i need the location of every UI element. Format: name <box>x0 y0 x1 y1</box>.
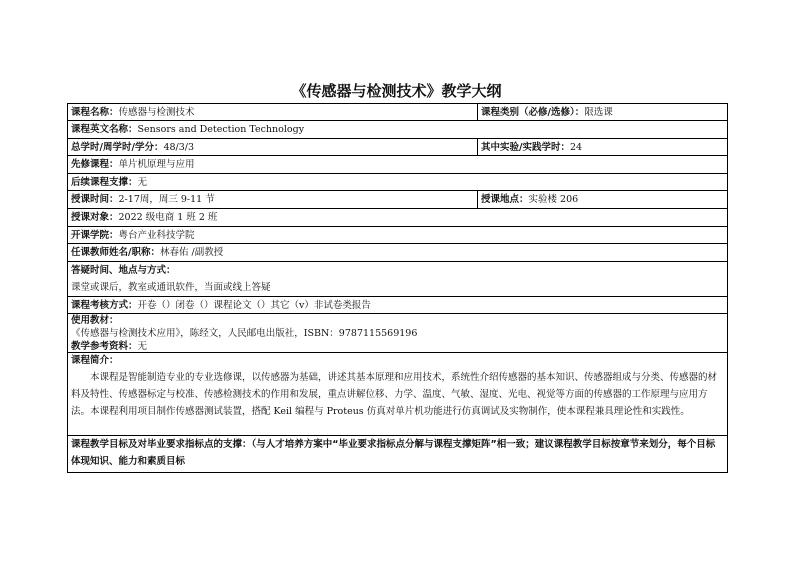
label: 开课学院： <box>71 230 119 241</box>
label: 课程简介： <box>71 355 119 366</box>
label: 后续课程支撑： <box>71 177 138 188</box>
value: 粤台产业科技学院 <box>118 230 195 241</box>
label: 其中实验/实践学时： <box>481 142 570 153</box>
value: 限选课 <box>584 107 613 118</box>
value: 林春佑 /副教授 <box>159 247 224 258</box>
row-course-name <box>68 104 727 121</box>
label: 总学时/周学时/学分： <box>71 142 164 153</box>
label: 课程英文名称： <box>71 124 138 135</box>
label: 教学参考资料： <box>71 341 138 352</box>
row-english-name <box>68 121 727 139</box>
row-prereq <box>68 156 727 174</box>
row-hours <box>68 139 727 156</box>
value: 24 <box>569 142 583 153</box>
value: 《传感器与检测技术应用》，陈经文，人民邮电出版社，ISBN：9787115569196 <box>71 328 418 339</box>
row-textbook <box>68 314 727 353</box>
page-title: 《传感器与检测技术》教学大纲 <box>291 82 502 100</box>
value: 传感器与检测技术 <box>118 107 195 118</box>
value: 48/3/3 <box>163 142 195 153</box>
value: 课堂或课后，教室或通讯软件，当面或线上答疑 <box>71 282 271 293</box>
label: 使用教材： <box>71 315 119 326</box>
label: 答疑时间、地点与方式： <box>71 265 176 276</box>
value: Sensors and Detection Technology <box>137 124 305 135</box>
row-assessment <box>68 297 727 314</box>
row-followup <box>68 174 727 191</box>
label: 任课教师姓名/职称： <box>71 247 160 258</box>
row-target <box>68 209 727 227</box>
row-intro <box>68 353 727 436</box>
label: 授课对象： <box>71 212 119 223</box>
label: 授课地点： <box>481 194 529 205</box>
label: 课程教学目标及对毕业要求指标点的支撑：（与人才培养方案中“毕业要求指标点分解与课程支撑矩阵”相一致；建议课程教学目标按章节来划分，每个目标体现知识、能力和素质目标 <box>71 439 716 467</box>
value: 无 <box>137 177 148 188</box>
row-time <box>68 191 727 209</box>
row-objectives <box>68 436 727 472</box>
value: 无 <box>137 341 148 352</box>
label: 课程类别（必修/选修）： <box>481 107 585 118</box>
value: 2-17周，周三 9-11 节 <box>118 194 215 205</box>
value: 开卷（）闭卷（）课程论文（）其它（v）非试卷类报告 <box>137 300 371 311</box>
value: 单片机原理与应用 <box>118 159 195 170</box>
row-qa <box>68 262 727 297</box>
label: 课程考核方式： <box>71 300 138 311</box>
value: 本课程是智能制造专业的专业选修课，以传感器为基础，讲述其基本原理和应用技术，系统性介绍传感器的基本知识、传感器组成与分类、传感器的材料及特性、传感器标定与校准、传感检测技术的作用和发展，重点讲解位移、力学、温度、气敏、湿度、光电、视觉等方面的传感器的工作原理与应用方法。本课程利用项目制作传感器测试装置，搭配 Keil 编程与 Proteus 仿真对单片机功能进行仿真调试及实物制作，使本课程兼具理论性和实践性。 <box>71 372 718 417</box>
value: 2022 级电商 1 班 2 班 <box>118 212 218 223</box>
label: 授课时间： <box>71 194 119 205</box>
label: 先修课程： <box>71 159 119 170</box>
row-college <box>68 227 727 244</box>
syllabus-table <box>67 103 728 473</box>
label: 课程名称： <box>71 107 119 118</box>
value: 实验楼 206 <box>528 194 579 205</box>
row-teacher <box>68 244 727 262</box>
